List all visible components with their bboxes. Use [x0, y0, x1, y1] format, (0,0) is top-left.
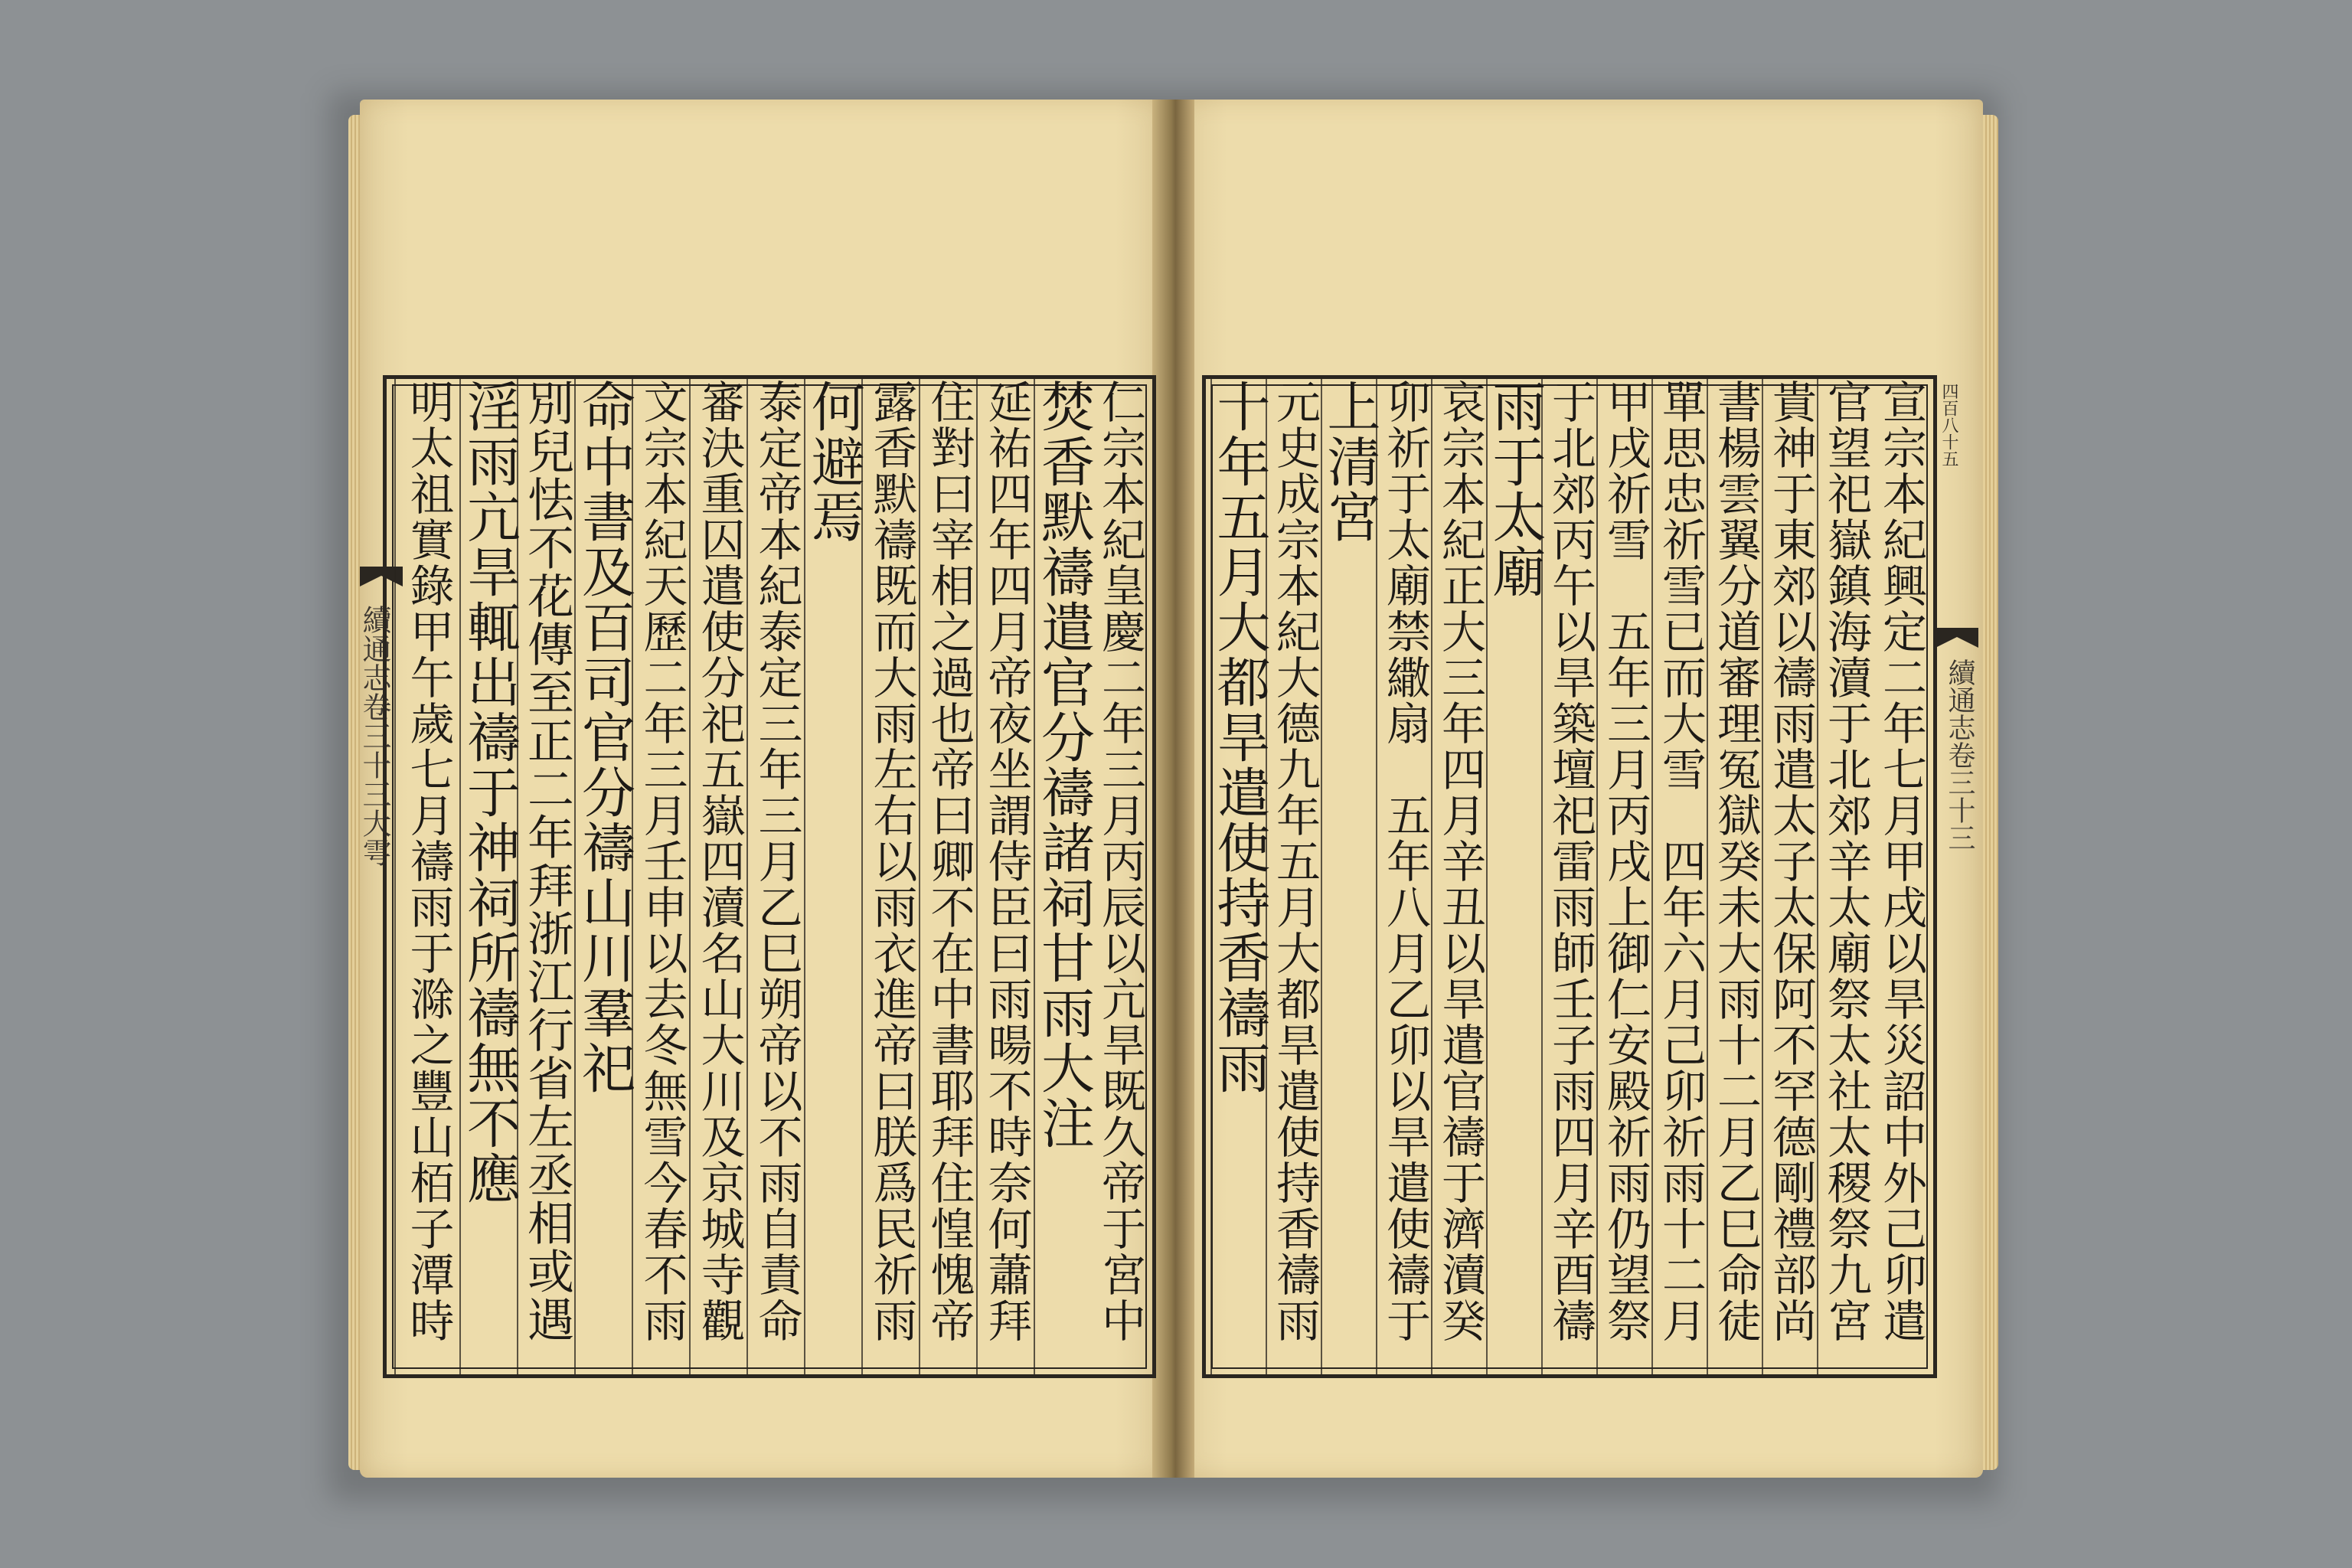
fishtail-marker-icon — [1936, 628, 1978, 648]
text-column: 單思忠祈雪已而大雪 四年六月己卯祈雨十二月 — [1651, 379, 1708, 1374]
text-column: 上清宮 — [1321, 379, 1377, 1374]
text-column: 文宗本紀天歷二年三月壬申以去冬無雪今春不雨 — [632, 379, 691, 1374]
text-column: 書楊雲翼分道審理冤獄癸未大雨十二月乙巳命徒 — [1707, 379, 1763, 1374]
text-column: 十年五月大都旱遣使持香禱雨 — [1210, 379, 1267, 1374]
text-column: 于北郊丙午以旱築壇祀雷雨師壬子雨四月辛酉禱 — [1541, 379, 1598, 1374]
left-text-frame — [383, 375, 1156, 1378]
text-column: 官望祀嶽鎮海瀆于北郊辛太廟祭太社太稷祭九宮 — [1817, 379, 1873, 1374]
text-column: 何避焉 — [804, 379, 863, 1374]
text-column: 延祐四年四月帝夜坐謂侍臣曰雨暘不時奈何蕭拜 — [976, 379, 1035, 1374]
text-column: 元史成宗本紀大德九年五月大都旱遣使持香禱雨 — [1266, 379, 1322, 1374]
right-text-frame — [1202, 375, 1937, 1378]
text-column: 露香默禱既而大雨左右以雨衣進帝曰朕爲民祈雨 — [861, 379, 920, 1374]
text-column: 宣宗本紀興定二年七月甲戌以旱災詔中外己卯遣 — [1875, 379, 1927, 1344]
text-column: 雨于太廟 — [1486, 379, 1543, 1374]
right-margin-label: 續通志卷三十三 — [1944, 658, 1975, 851]
text-column: 甲戌祈雪 五年三月丙戌上御仁安殿祈雨仍望祭 — [1596, 379, 1653, 1374]
text-column: 仁宗本紀皇慶二年三月丙辰以亢旱既久帝于宮中 — [1094, 379, 1146, 1344]
text-column: 命中書及百司官分禱山川羣祀 — [574, 379, 633, 1374]
text-column: 哀宗本紀正大三年四月辛丑以旱遣官禱于濟瀆癸 — [1431, 379, 1488, 1374]
text-column: 焚香默禱遣官分禱諸祠甘雨大注 — [1034, 379, 1093, 1374]
text-column: 泰定帝本紀泰定三年三月乙巳朔帝以不雨自責命 — [746, 379, 805, 1374]
text-column: 審決重囚遣使分祀五嶽四瀆名山大川及京城寺觀 — [689, 379, 748, 1374]
text-column: 別兒怯不花傳至正二年拜浙江行省左丞相或遇 — [517, 379, 576, 1374]
text-column: 貴神于東郊以禱雨遣太子太保阿不罕德剛禮部尚 — [1762, 379, 1818, 1374]
text-column: 住對曰宰相之過也帝曰卿不在中書耶拜住惶愧帝 — [919, 379, 978, 1374]
text-column: 明太祖實錄甲午歲七月禱雨于滁之豐山栢子潭時 — [394, 379, 461, 1374]
text-column: 淫雨亢旱輒出禱于神祠所禱無不應 — [459, 379, 518, 1374]
left-margin-label: 續通志卷三十三大雩 — [358, 605, 391, 867]
page-folio: 四百八十五 — [1939, 383, 1958, 467]
text-column: 卯祈于太廟禁繖扇 五年八月乙卯以旱遣使禱于 — [1376, 379, 1432, 1374]
book-gutter — [1152, 100, 1194, 1478]
